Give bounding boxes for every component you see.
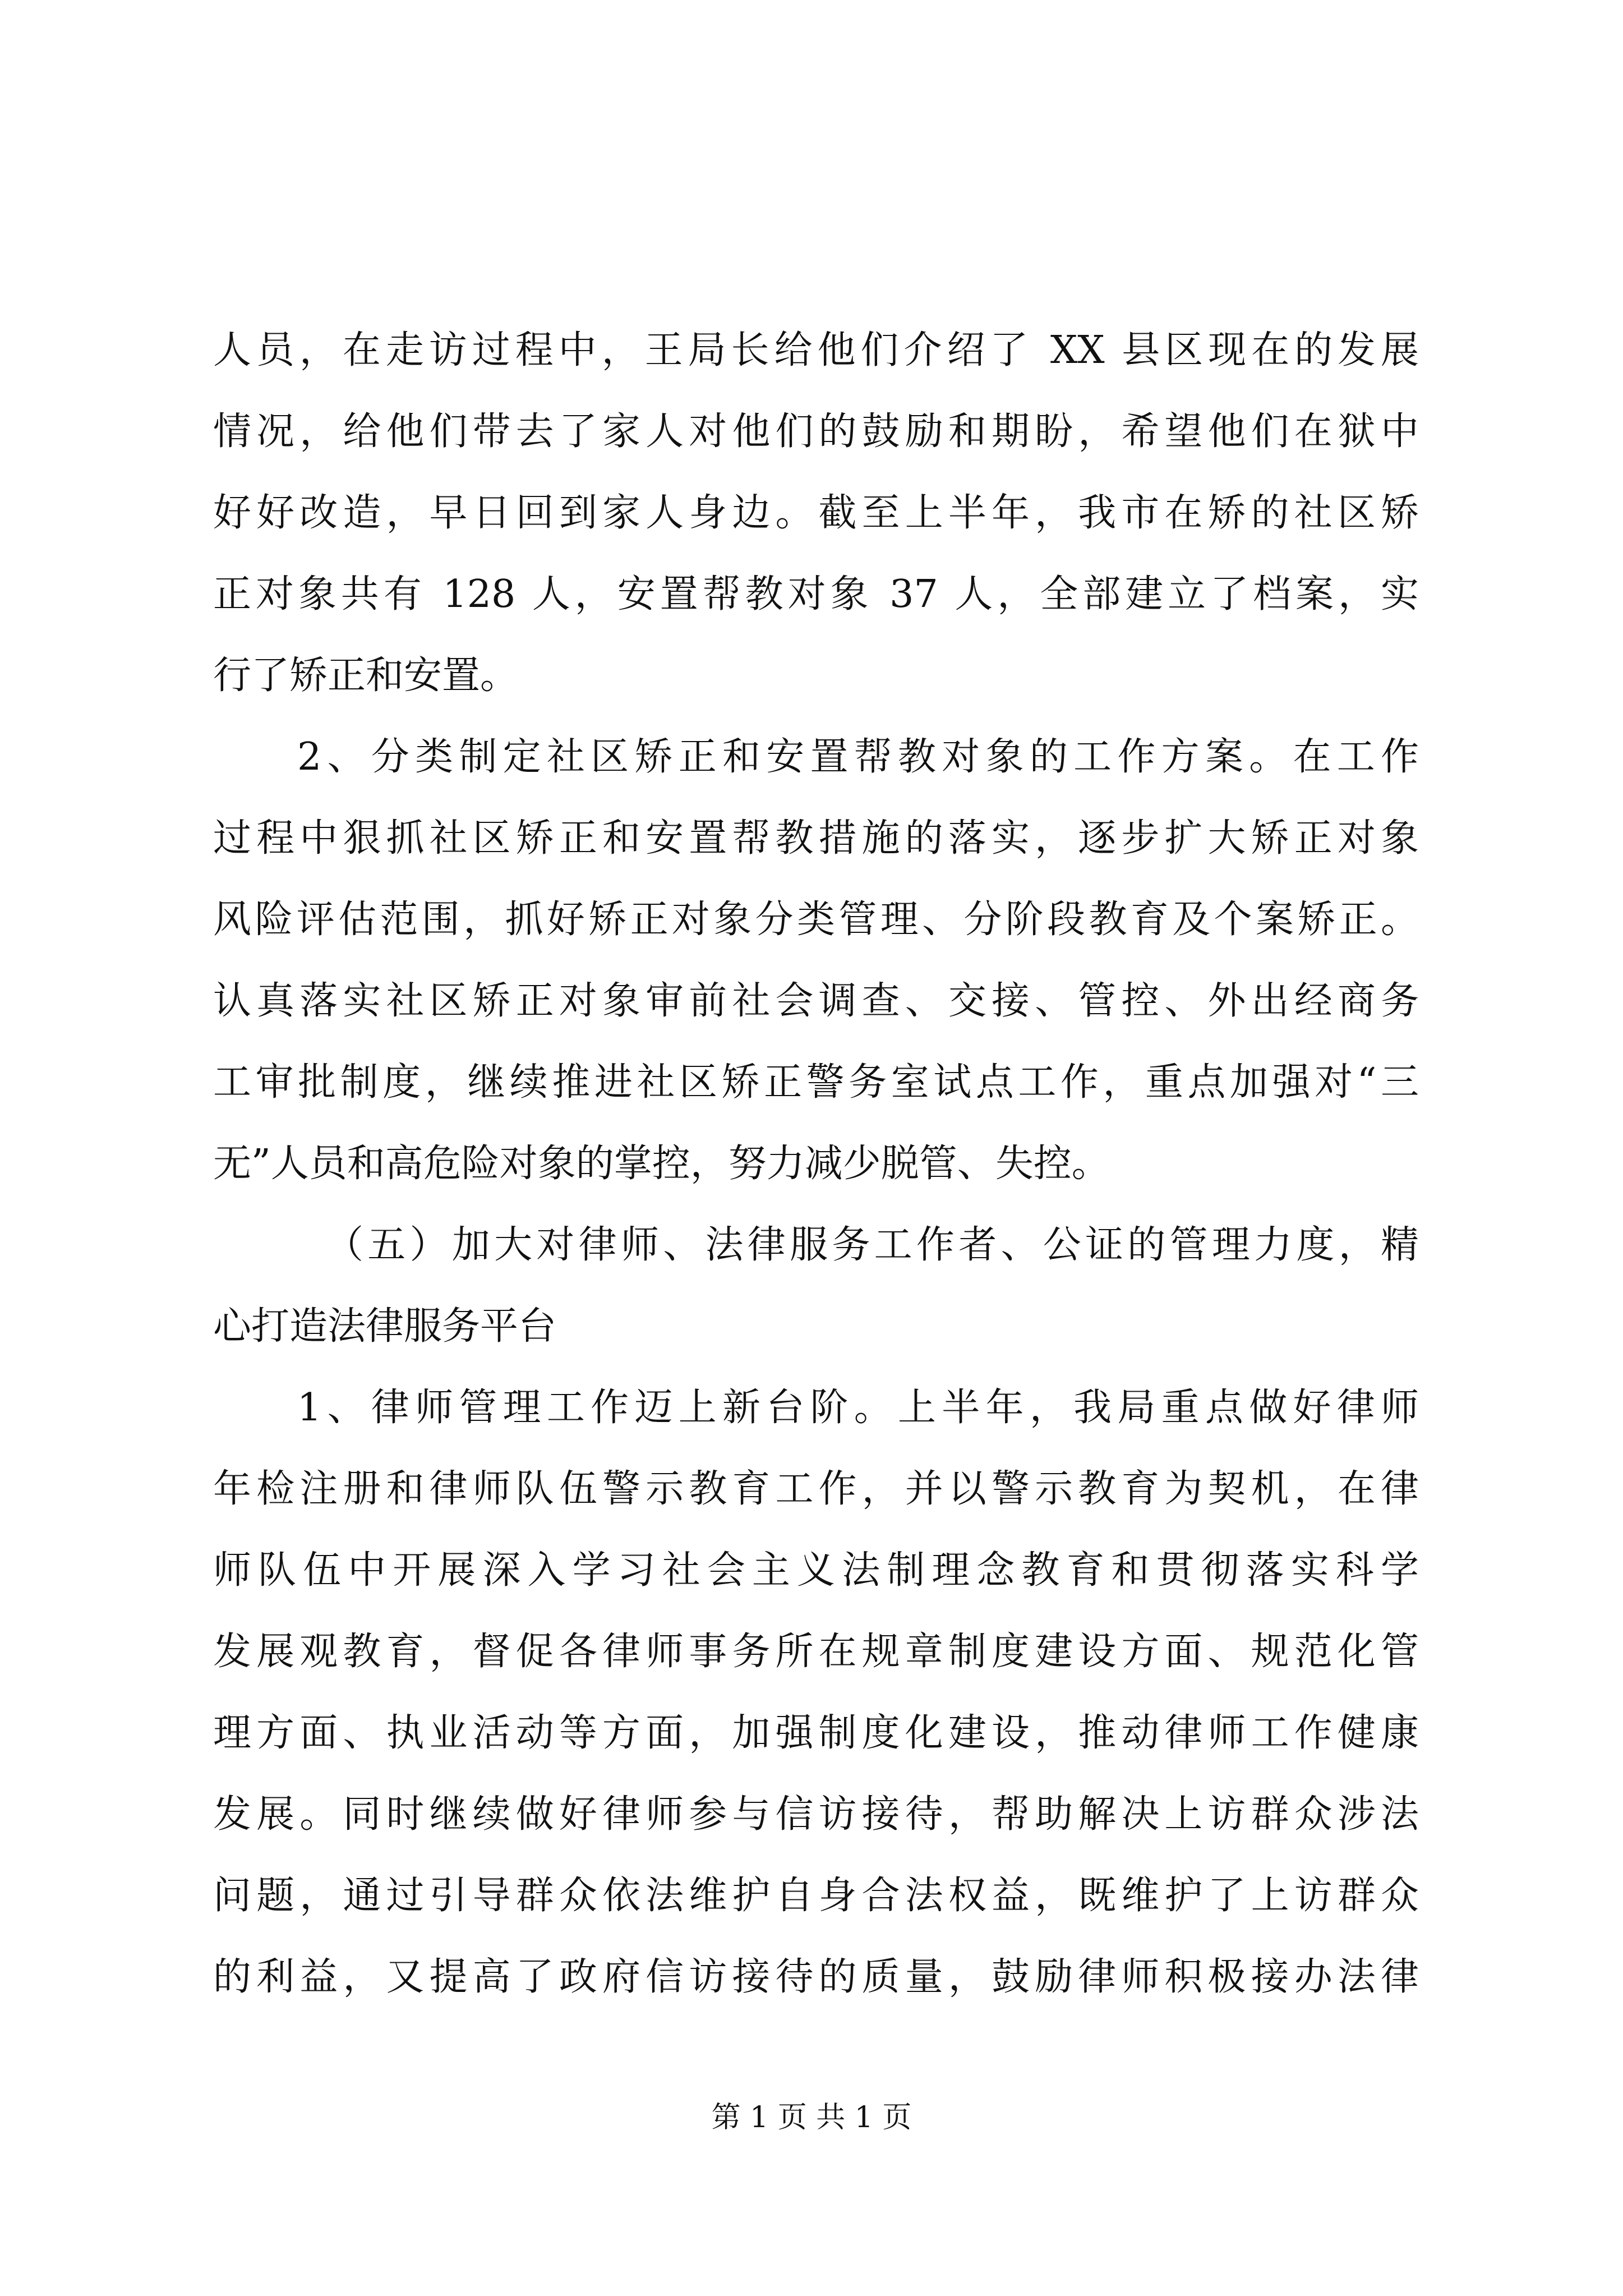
body-line: 人员，在走访过程中，王局长给他们介绍了 XX 县区现在的发展 <box>213 328 1419 372</box>
body-line: 正对象共有 128 人，安置帮教对象 37 人，全部建立了档案，实 <box>213 572 1419 616</box>
body-line: 理方面、执业活动等方面，加强制度化建设，推动律师工作健康 <box>213 1711 1419 1755</box>
body-line: 师队伍中开展深入学习社会主义法制理念教育和贯彻落实科学 <box>213 1548 1419 1593</box>
body-line: 发展。同时继续做好律师参与信访接待，帮助解决上访群众涉法 <box>213 1792 1419 1837</box>
body-line: 好好改造，早日回到家人身边。截至上半年，我市在矫的社区矫 <box>213 491 1419 535</box>
body-line: 的利益，又提高了政府信访接待的质量，鼓励律师积极接办法律 <box>213 1955 1419 1999</box>
body-line: 无”人员和高危险对象的掌控，努力减少脱管、失控。 <box>213 1142 1110 1186</box>
body-line: 行了矫正和安置。 <box>213 654 519 698</box>
section-heading-line: （五）加大对律师、法律服务工作者、公证的管理力度，精 <box>325 1223 1419 1267</box>
body-line: 情况，给他们带去了家人对他们的鼓励和期盼，希望他们在狱中 <box>213 409 1419 454</box>
body-line: 年检注册和律师队伍警示教育工作，并以警示教育为契机，在律 <box>213 1467 1419 1511</box>
paragraph-start-line: 1、律师管理工作迈上新台阶。上半年，我局重点做好律师 <box>297 1386 1419 1430</box>
body-line: 过程中狠抓社区矫正和安置帮教措施的落实，逐步扩大矫正对象 <box>213 816 1419 861</box>
body-line: 认真落实社区矫正对象审前社会调查、交接、管控、外出经商务 <box>213 979 1419 1023</box>
paragraph-start-line: 2、分类制定社区矫正和安置帮教对象的工作方案。在工作 <box>297 735 1419 779</box>
page-number-footer: 第 1 页 共 1 页 <box>711 2101 912 2134</box>
body-line: 风险评估范围，抓好矫正对象分类管理、分阶段教育及个案矫正。 <box>213 898 1419 942</box>
section-heading-line: 心打造法律服务平台 <box>213 1304 557 1349</box>
body-line: 发展观教育，督促各律师事务所在规章制度建设方面、规范化管 <box>213 1630 1419 1674</box>
body-line: 问题，通过引导群众依法维护自身合法权益，既维护了上访群众 <box>213 1874 1419 1918</box>
body-line: 工审批制度，继续推进社区矫正警务室试点工作，重点加强对“三 <box>213 1060 1419 1105</box>
